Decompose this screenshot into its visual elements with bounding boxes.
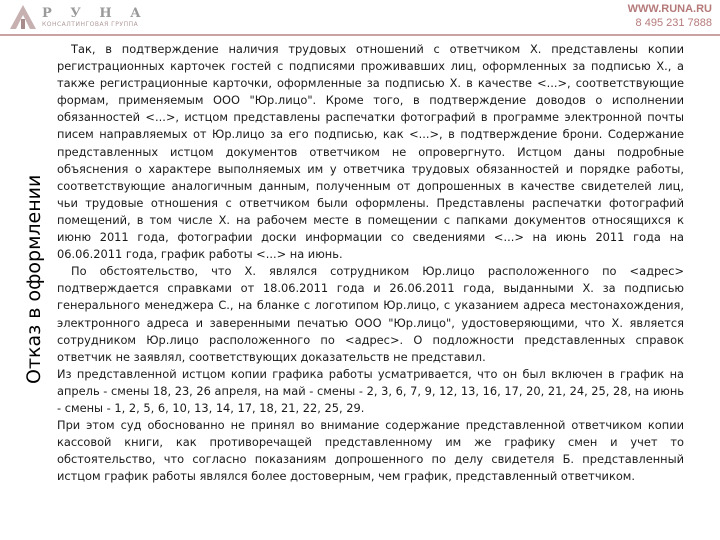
body-paragraph: По обстоятельство, что Х. являлся сотрудником Юр.лицо расположенного по <адрес> подтверждается справками от 18.06.2011 года и 26.06.2011 года, выданными Х. за подписью генерального менеджера С., на бланке с логотипом Юр.лицо, с указанием адреса местонахождения, электронного адреса и заверенными печатью ООО "Юр.лицо", удостоверяющими, что Х. является сотрудником Юр.лицо расположенного по <адрес>. О подложности представленных справок ответчик не заявлял, соответствующих доказательств не представил. [57,264,684,364]
header-divider [0,34,720,36]
logo-letters: Р У Н А [42,6,148,21]
body-paragraph: Так, в подтверждение наличия трудовых отношений с ответчиком Х. представлены копии регистрационных карточек гостей с подписями проживавших лиц, оформленных за подписью Х., а также регистрационные карточки, оформленные за подписью Х. в качестве <...>, соответствующие формам, применяемым ООО "Юр.лицо". Кроме того, в подтверждение доводов о исполнении обязанностей <...>, истцом представлены распечатки фотографий в программе электронной почты писем направляемых от Юр.лицо за его подписью, как <...>, в подтверждение брони. Содержание представленных истцом документов ответчиком не опровергнуто. Истцом даны подробные объяснения о характере выполняемых им у ответчика трудовых обязанностей и порядке работы, соответствующие аналогичным данным, полученным от допрошенных в качестве свидетелей лиц, чьи трудовые отношения с ответчиком были оформлены. Представлены распечатки фотографий помещений, в том числе Х. на рабочем месте в помещении с папками документов относящихся к июню 2011 года, фотографии доски информации со сведениями <...> на июнь 2011 года на 06.06.2011 года, график работы <...> на июнь. [57,42,684,262]
header [0,0,720,34]
body-paragraph: При этом суд обоснованно не принял во внимание содержание представленной ответчиком копии кассовой книги, как противоречащей представленному им же графику смен и учет то обстоятельство, что согласно показаниям допрошенного по делу свидетеля Б. представленный истцом график работы являлся более достоверным, чем график, представленный ответчиком. [57,418,684,484]
slide-body-text [57,41,684,485]
slide-title: Отказ в оформлении [23,174,45,384]
body-paragraph: Из представленной истцом копии графика работы усматривается, что он был включен в график на апрель - смены 18, 23, 26 апреля, на май - смены - 2, 3, 6, 7, 9, 12, 13, 16, 17, 20, 21, 24, 25, 28, на июнь - смены - 1, 2, 5, 6, 10, 13, 14, 17, 18, 21, 22, 25, 29. [57,366,684,415]
header-contacts [628,2,712,30]
phone-number: 8 495 231 7888 [635,17,712,29]
company-logo[interactable] [8,3,158,31]
runa-logo-icon [8,3,38,31]
logo-subtitle: КОНСАЛТИНГОВАЯ ГРУППА [42,21,139,28]
website-link[interactable]: WWW.RUNA.RU [627,3,712,15]
